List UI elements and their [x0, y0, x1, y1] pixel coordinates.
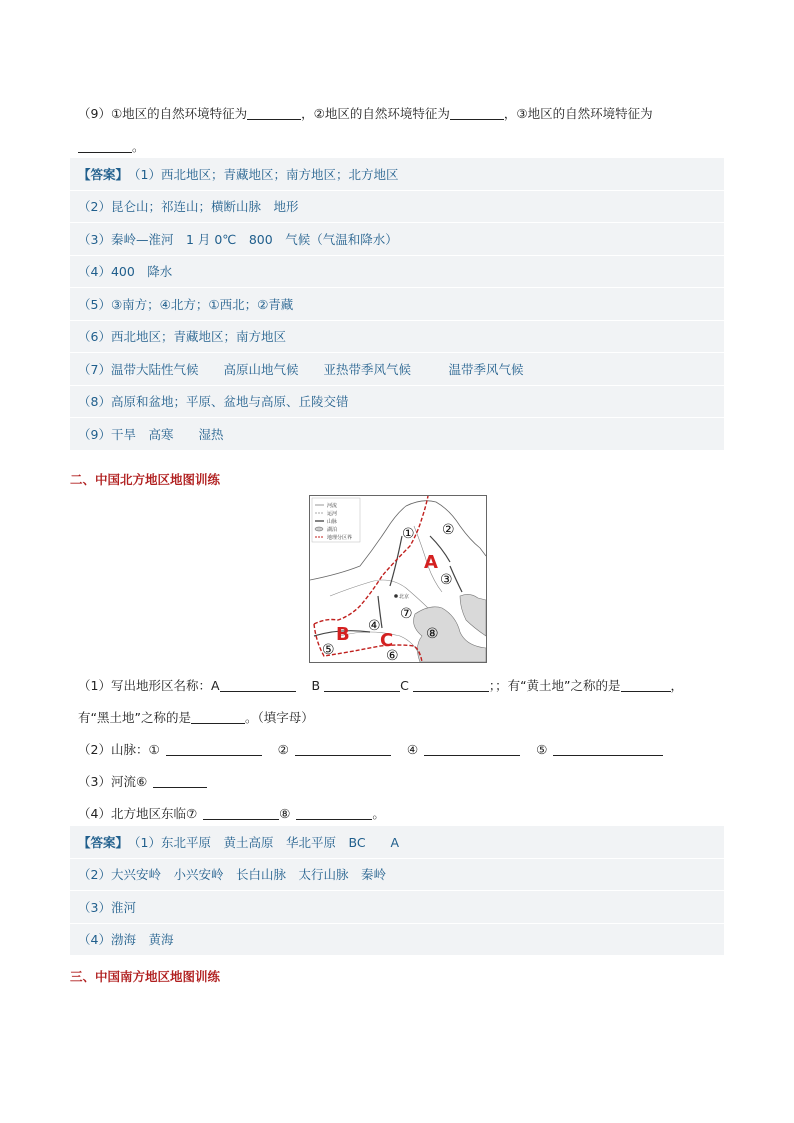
- q2-text: （4）北方地区东临⑦: [78, 806, 198, 821]
- q9-end: 。: [132, 139, 145, 154]
- answer-text: （2）昆仑山；祁连山；横断山脉 地形: [78, 199, 299, 215]
- q2-text: 。: [372, 806, 385, 821]
- region-letter-b: B: [336, 624, 350, 645]
- blank-b[interactable]: [324, 679, 400, 692]
- blank-mountain-1[interactable]: [166, 743, 262, 756]
- map-number-6: ⑥: [386, 648, 399, 662]
- answer-text: （5）③南方；④北方；①西北；②青藏: [78, 296, 294, 312]
- q2-text: 有“黑土地”之称的是: [78, 710, 191, 725]
- answer-row: [70, 859, 724, 892]
- section-title-2: 二、中国北方地区地图训练: [70, 472, 221, 487]
- answer-text: （7）温带大陆性气候 高原山地气候 亚热带季风气候 温带季风气候: [78, 361, 524, 377]
- section-title-3: 三、中国南方地区地图训练: [70, 969, 221, 984]
- blank-a[interactable]: [220, 679, 296, 692]
- legend-label: 河流: [327, 503, 338, 509]
- q2-text: ⑤: [536, 742, 548, 757]
- answer-row: [70, 223, 724, 256]
- answer-tag: 【答案】: [78, 166, 129, 182]
- q2-text: 。（填字母）: [244, 710, 314, 725]
- answer-row: [70, 191, 724, 224]
- q9-part3: ，③地区的自然环境特征为: [503, 106, 653, 121]
- answer-row: [70, 288, 724, 321]
- q2-text: ⑧: [279, 806, 291, 821]
- q2-text: ；；有“黄土地”之称的是: [488, 678, 621, 693]
- blank-blacksoil[interactable]: [191, 711, 245, 724]
- q9-blank-1[interactable]: [247, 107, 301, 120]
- q2-text: （2）山脉：①: [78, 742, 160, 757]
- sea-area-east: [460, 594, 486, 636]
- answer-row: [70, 891, 724, 924]
- legend-label: 山脉: [327, 519, 338, 525]
- blank-mountain-2[interactable]: [295, 743, 391, 756]
- q2-text: （1）写出地形区名称：A: [78, 678, 220, 693]
- answer-row: [70, 418, 724, 451]
- answer-text: （8）高原和盆地；平原、盆地与高原、丘陵交错: [78, 394, 349, 410]
- answer-text: （3）淮河: [78, 899, 136, 915]
- answer-row: [70, 353, 724, 386]
- q2-line5: [78, 804, 385, 822]
- legend-label: 湖泊: [327, 527, 338, 533]
- answer-text: （4）渤海 黄海: [78, 932, 174, 948]
- answer-row: [70, 256, 724, 289]
- city-dot: [394, 594, 398, 598]
- q2-text: （3）河流⑥: [78, 774, 148, 789]
- q2-text: ，: [670, 678, 684, 693]
- map-svg: [310, 496, 486, 662]
- region-letter-a: A: [424, 552, 438, 573]
- region-letter-c: C: [380, 630, 394, 651]
- q2-text: ④: [406, 742, 419, 757]
- blank-loess[interactable]: [621, 679, 671, 692]
- blank-river[interactable]: [153, 775, 207, 788]
- answer-text: （6）西北地区；青藏地区；南方地区: [78, 329, 286, 345]
- map-number-1: ①: [402, 526, 415, 542]
- map-number-8: ⑧: [426, 626, 439, 642]
- blank-sea-7[interactable]: [203, 807, 279, 820]
- blank-mountain-4[interactable]: [424, 743, 520, 756]
- answer-text: （2）大兴安岭 小兴安岭 长白山脉 太行山脉 秦岭: [78, 867, 386, 883]
- q2-text: B: [311, 678, 321, 693]
- q2-line4: [78, 772, 207, 790]
- legend-label: 运河: [327, 511, 338, 517]
- map-number-5: ⑤: [322, 642, 335, 658]
- answer-row: [70, 826, 724, 859]
- q9-blank-2[interactable]: [450, 107, 504, 120]
- answer-block-2: [70, 826, 724, 956]
- map-number-3: ③: [440, 572, 453, 588]
- answer-text: （3）秦岭—淮河 1 月 0℃ 800 气候（气温和降水）: [78, 231, 398, 247]
- answer-row: [70, 321, 724, 354]
- q2-line2: [78, 708, 314, 726]
- blank-c[interactable]: [413, 679, 489, 692]
- map-legend: [312, 498, 360, 542]
- legend-label: 地理分区界: [327, 535, 353, 541]
- map-number-7: ⑦: [400, 606, 413, 622]
- answer-block-1: [70, 158, 724, 451]
- answer-text: （1）东北平原 黄土高原 华北平原 BC A: [128, 834, 400, 850]
- map-number-2: ②: [442, 522, 455, 538]
- map-number-4: ④: [368, 618, 381, 634]
- q2-line1: [78, 676, 683, 694]
- city-label: 北京: [399, 594, 410, 600]
- question-9-line2: [78, 137, 145, 155]
- q9-blank-3[interactable]: [78, 140, 132, 153]
- answer-text: （9）干旱 高寒 湿热: [78, 426, 224, 442]
- blank-mountain-5[interactable]: [553, 743, 663, 756]
- question-9: [78, 104, 653, 122]
- q2-text: C: [400, 678, 409, 693]
- q9-part1: （9）①地区的自然环境特征为: [78, 106, 248, 121]
- q2-text: ②: [277, 742, 289, 757]
- answer-text: （4）400 降水: [78, 264, 173, 280]
- north-china-map: [309, 495, 487, 663]
- answer-row: [70, 924, 724, 957]
- q2-line3: [78, 740, 663, 758]
- answer-row: [70, 386, 724, 419]
- blank-sea-8[interactable]: [296, 807, 372, 820]
- answer-tag: 【答案】: [78, 834, 129, 850]
- answer-text: （1）西北地区；青藏地区；南方地区；北方地区: [128, 166, 399, 182]
- answer-row: [70, 158, 724, 191]
- q9-part2: ，②地区的自然环境特征为: [301, 106, 450, 121]
